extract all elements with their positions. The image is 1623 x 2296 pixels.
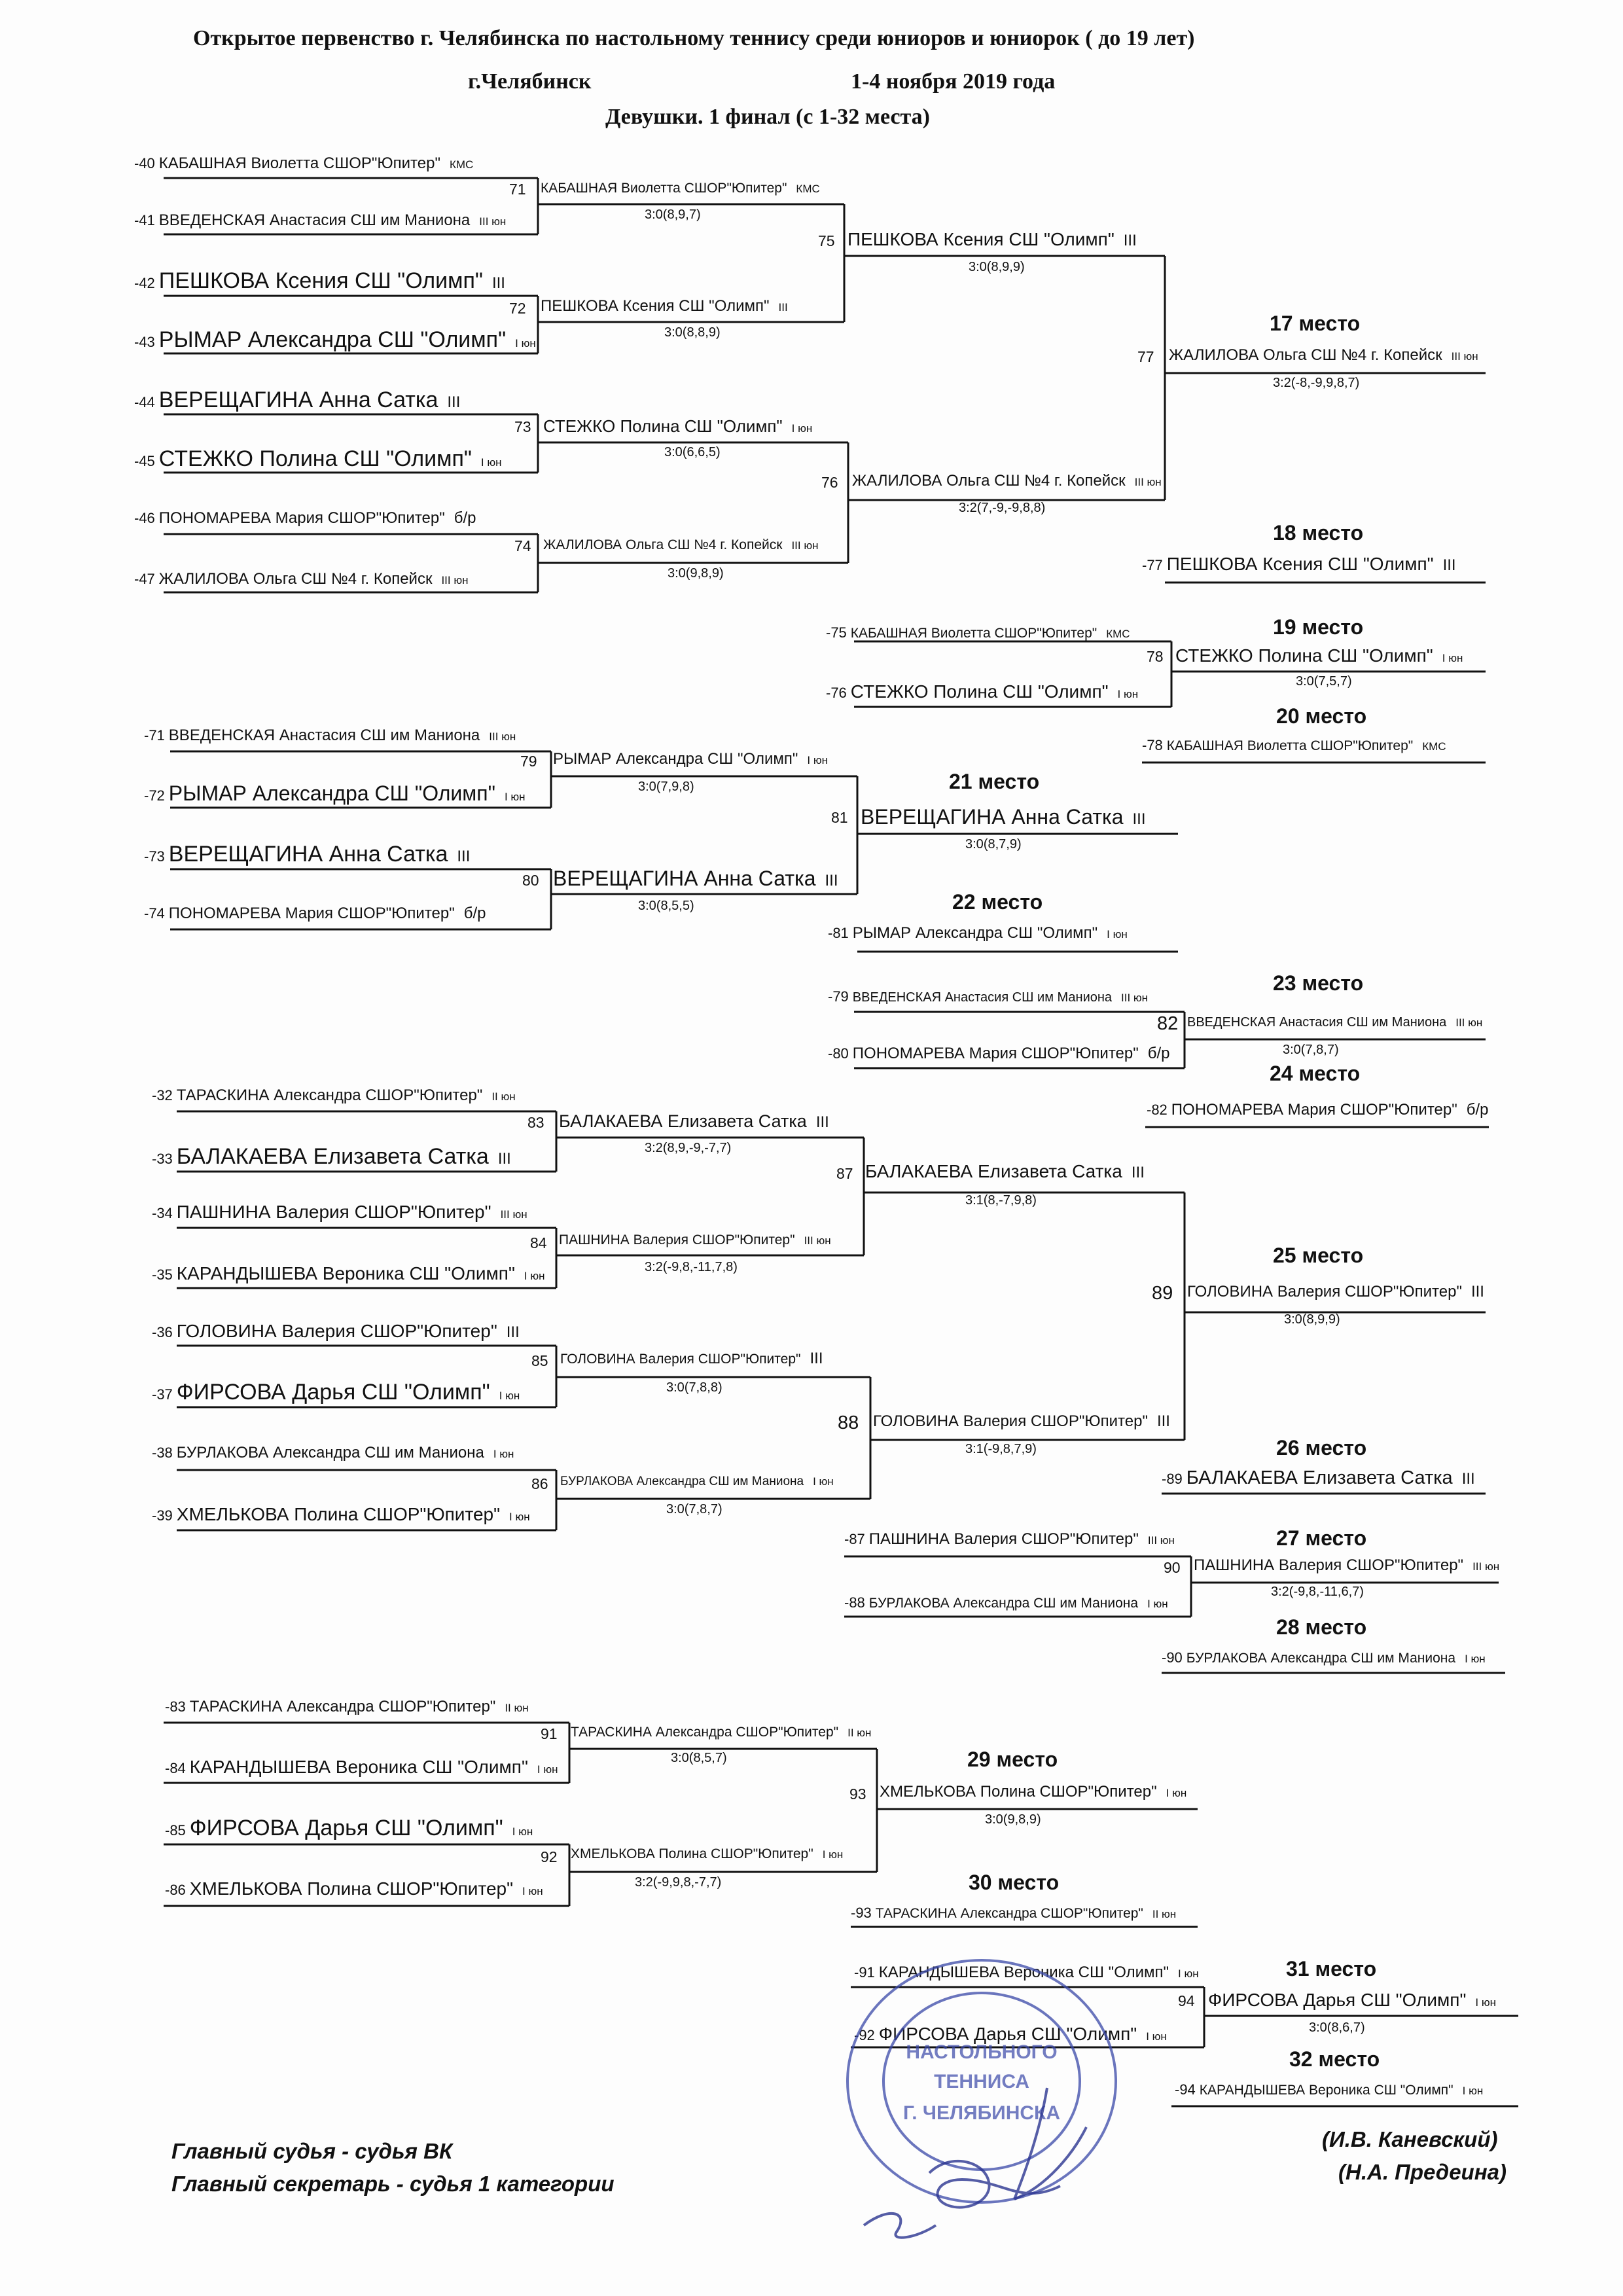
match-number: 83 xyxy=(527,1114,544,1131)
match-score: 3:0(6,6,5) xyxy=(664,445,721,459)
match-score: 3:0(7,8,7) xyxy=(1283,1043,1339,1057)
bracket-entry: -88 БУРЛАКОВА Александра СШ им Манионa I юн xyxy=(844,1594,1168,1611)
bracket-entry: -77 ПЕШКОВА Ксения СШ "Олимп" III xyxy=(1142,554,1456,574)
signature-mark xyxy=(851,2075,1126,2245)
bracket-entry: -89 БАЛАКАЕВА Елизавета Сатка III xyxy=(1162,1467,1475,1488)
match-score: 3:1(-9,8,7,9) xyxy=(965,1442,1037,1456)
match-score: 3:2(-9,8,-11,6,7) xyxy=(1271,1585,1364,1599)
bracket-entry: -90 БУРЛАКОВА Александра СШ им Манионa I юн xyxy=(1162,1649,1486,1666)
bracket-entry: -93 ТАРАСКИНА Александра СШОР"Юпитер" II юн xyxy=(851,1905,1177,1921)
match-number: 88 xyxy=(838,1412,859,1433)
bracket-entry: -92 ФИРСОВА Дарья СШ "Олимп" I юн xyxy=(854,2024,1167,2044)
match-number: 79 xyxy=(520,753,537,770)
match-score: 3:2(-9,8,-11,7,8) xyxy=(645,1260,738,1274)
bracket-entry: -32 ТАРАСКИНА Александра СШОР"Юпитер" II юн xyxy=(152,1086,516,1104)
match-number: 76 xyxy=(821,474,838,491)
bracket-entry: -39 ХМЕЛЬКОВА Полина СШОР"Юпитер" I юн xyxy=(152,1504,530,1524)
place-label: 28 место xyxy=(1276,1615,1367,1639)
bracket-entry: -36 ГОЛОВИНА Валерия СШОР"Юпитер" III xyxy=(152,1321,520,1341)
bracket-entry: -85 ФИРСОВА Дарья СШ "Олимп" I юн xyxy=(165,1816,533,1840)
bracket-entry: КАБАШНАЯ Виолетта СШОР"Юпитер" КМС xyxy=(541,181,820,196)
bracket-entry: -76 СТЕЖКО Полина СШ "Олимп" I юн xyxy=(826,681,1139,702)
bracket-entry: РЫМАР Александра СШ "Олимп" I юн xyxy=(553,750,828,768)
place-label: 23 место xyxy=(1273,971,1364,995)
match-number: 82 xyxy=(1157,1013,1179,1034)
match-score: 3:0(9,8,9) xyxy=(985,1812,1041,1827)
bracket-entry: -86 ХМЕЛЬКОВА Полина СШОР"Юпитер" I юн xyxy=(165,1878,543,1899)
place-label: 18 место xyxy=(1273,521,1364,545)
match-score: 3:0(7,8,7) xyxy=(666,1502,722,1516)
bracket-entry: -34 ПАШНИНА Валерия СШОР"Юпитер" III юн xyxy=(152,1202,527,1222)
document-dates: 1-4 ноября 2019 года xyxy=(851,69,1056,94)
bracket-entry: ВЕРЕЩАГИНА Анна Сатка III xyxy=(861,805,1146,829)
match-number: 75 xyxy=(818,232,835,249)
bracket-entry: ПАШНИНА Валерия СШОР"Юпитер" III юн xyxy=(1194,1556,1500,1574)
match-number: 84 xyxy=(530,1234,547,1251)
place-label: 22 место xyxy=(952,890,1043,914)
bracket-entry: -45 СТЕЖКО Полина СШ "Олимп" I юн xyxy=(134,446,502,471)
bracket-entry: -79 ВВЕДЕНСКАЯ Анастасия СШ им Манионa III юн xyxy=(828,988,1149,1005)
place-label: 30 место xyxy=(969,1871,1060,1894)
bracket-entry: -80 ПОНОМАРЕВА Мария СШОР"Юпитер" б/р xyxy=(828,1045,1170,1062)
match-score: 3:1(8,-7,9,8) xyxy=(965,1193,1037,1208)
match-number: 80 xyxy=(522,872,539,889)
match-score: 3:0(7,9,8) xyxy=(638,780,694,794)
match-score: 3:2(-9,9,8,-7,7) xyxy=(635,1875,722,1890)
match-score: 3:0(7,5,7) xyxy=(1296,674,1352,689)
bracket-entry: ГОЛОВИНА Валерия СШОР"Юпитер" III xyxy=(1187,1283,1484,1300)
match-score: 3:0(8,9,9) xyxy=(1284,1312,1340,1327)
place-label: 21 место xyxy=(949,770,1040,793)
bracket-entry: -81 РЫМАР Александра СШ "Олимп" I юн xyxy=(828,924,1128,942)
match-number: 73 xyxy=(514,418,531,435)
match-score: 3:0(8,9,9) xyxy=(969,260,1025,274)
bracket-entry: -87 ПАШНИНА Валерия СШОР"Юпитер" III юн xyxy=(844,1530,1175,1548)
bracket-entry: БУРЛАКОВА Александра СШ им Манионa I юн xyxy=(560,1475,834,1488)
match-number: 78 xyxy=(1147,648,1164,665)
bracket-entry: ПАШНИНА Валерия СШОР"Юпитер" III юн xyxy=(559,1232,831,1247)
match-number: 81 xyxy=(831,809,848,826)
bracket-entry: -78 КАБАШНАЯ Виолетта СШОР"Юпитер" КМС xyxy=(1142,737,1446,753)
match-score: 3:2(7,-9,-9,8,8) xyxy=(959,501,1046,515)
place-label: 20 место xyxy=(1276,704,1367,728)
match-score: 3:0(8,9,7) xyxy=(645,207,701,222)
bracket-entry: -84 КАРАНДЫШЕВА Вероника СШ "Олимп" I юн xyxy=(165,1757,558,1777)
match-number: 85 xyxy=(531,1352,548,1369)
bracket-entry: -46 ПОНОМАРЕВА Мария СШОР"Юпитер" б/р xyxy=(134,509,476,527)
svg-text:НАСТОЛЬНОГО: НАСТОЛЬНОГО xyxy=(906,2041,1058,2063)
match-score: 3:0(8,5,5) xyxy=(638,899,694,913)
match-score: 3:0(8,5,7) xyxy=(671,1751,727,1765)
match-score: 3:0(8,6,7) xyxy=(1309,2020,1365,2035)
bracket-entry: ВЕРЕЩАГИНА Анна Сатка III xyxy=(553,867,838,890)
bracket-entry: ПЕШКОВА Ксения СШ "Олимп" III xyxy=(541,297,788,315)
match-score: 3:2(-8,-9,9,8,7) xyxy=(1273,376,1360,390)
match-number: 72 xyxy=(509,300,526,317)
match-number: 87 xyxy=(836,1165,853,1182)
bracket-entry: ЖАЛИЛОВА Ольга СШ №4 г. Копейск III юн xyxy=(1169,346,1478,364)
match-score: 3:2(8,9,-9,-7,7) xyxy=(645,1141,732,1155)
place-label: 26 место xyxy=(1276,1436,1367,1460)
chief-secretary-name: (Н.А. Предеина) xyxy=(1338,2160,1507,2184)
bracket-entry: БАЛАКАЕВА Елизавета Сатка III xyxy=(559,1111,829,1131)
bracket-entry: ГОЛОВИНА Валерия СШОР"Юпитер" III xyxy=(873,1412,1170,1430)
match-number: 89 xyxy=(1152,1283,1173,1304)
match-number: 94 xyxy=(1178,1992,1195,2009)
match-number: 92 xyxy=(541,1848,558,1865)
place-label: 24 место xyxy=(1270,1062,1361,1085)
match-score: 3:0(7,8,8) xyxy=(666,1380,722,1395)
bracket-entry: -42 ПЕШКОВА Ксения СШ "Олимп" III xyxy=(134,268,505,293)
svg-text:Г. ЧЕЛЯБИНСКА: Г. ЧЕЛЯБИНСКА xyxy=(902,2102,1061,2124)
bracket-entry: -83 ТАРАСКИНА Александра СШОР"Юпитер" II юн xyxy=(165,1698,529,1715)
bracket-entry: -43 РЫМАР Александра СШ "Олимп" I юн xyxy=(134,327,536,352)
bracket-entry: СТЕЖКО Полина СШ "Олимп" I юн xyxy=(1175,645,1463,666)
chief-secretary-label: Главный секретарь - судья 1 категории xyxy=(171,2172,615,2196)
bracket-entry: -47 ЖАЛИЛОВА Ольга СШ №4 г. Копейск III юн xyxy=(134,570,469,588)
match-number: 90 xyxy=(1164,1559,1181,1576)
match-number: 86 xyxy=(531,1475,548,1492)
bracket-entry: БАЛАКАЕВА Елизавета Сатка III xyxy=(865,1161,1145,1181)
bracket-entry: ХМЕЛЬКОВА Полина СШОР"Юпитер" I юн xyxy=(571,1846,844,1861)
bracket-entry: ГОЛОВИНА Валерия СШОР"Юпитер" III xyxy=(560,1350,823,1367)
document-title: Открытое первенство г. Челябинска по настольному теннису среди юниоров и юниорок ( до 19 лет) xyxy=(193,26,1195,50)
match-number: 91 xyxy=(541,1725,558,1742)
bracket-entry: ТАРАСКИНА Александра СШОР"Юпитер" II юн xyxy=(571,1725,872,1740)
bracket-entry: -82 ПОНОМАРЕВА Мария СШОР"Юпитер" б/р xyxy=(1147,1101,1489,1119)
match-number: 71 xyxy=(509,181,526,198)
bracket-entry: -37 ФИРСОВА Дарья СШ "Олимп" I юн xyxy=(152,1380,520,1405)
place-label: 27 место xyxy=(1276,1526,1367,1550)
place-label: 19 место xyxy=(1273,615,1364,639)
bracket-entry: -74 ПОНОМАРЕВА Мария СШОР"Юпитер" б/р xyxy=(144,905,486,922)
bracket-entry: -73 ВЕРЕЩАГИНА Анна Сатка III xyxy=(144,842,471,867)
bracket-entry: -40 КАБАШНАЯ Виолетта СШОР"Юпитер" КМС xyxy=(134,154,474,172)
place-label: 31 место xyxy=(1286,1957,1377,1981)
place-label: 25 место xyxy=(1273,1244,1364,1267)
match-score: 3:0(9,8,9) xyxy=(668,566,724,581)
bracket-entry: -33 БАЛАКАЕВА Елизавета Сатка III xyxy=(152,1144,511,1169)
bracket-entry: ХМЕЛЬКОВА Полина СШОР"Юпитер" I юн xyxy=(880,1783,1187,1801)
chief-judge-name: (И.В. Каневский) xyxy=(1322,2127,1498,2151)
bracket-entry: -94 КАРАНДЫШЕВА Вероника СШ "Олимп" I юн xyxy=(1175,2081,1484,2098)
match-score: 3:0(8,8,9) xyxy=(664,325,721,340)
bracket-entry: -91 КАРАНДЫШЕВА Вероника СШ "Олимп" I юн xyxy=(854,1964,1199,1981)
place-label: 32 место xyxy=(1289,2047,1380,2071)
match-number: 74 xyxy=(514,537,531,554)
bracket-entry: ЖАЛИЛОВА Ольга СШ №4 г. Копейск III юн xyxy=(543,537,819,552)
document-subtitle: Девушки. 1 финал (с 1-32 места) xyxy=(605,105,930,129)
bracket-entry: ВВЕДЕНСКАЯ Анастасия СШ им Манионa III юн xyxy=(1187,1015,1483,1030)
bracket-entry: -71 ВВЕДЕНСКАЯ Анастасия СШ им Манионa III юн xyxy=(144,726,516,744)
bracket-entry: ФИРСОВА Дарья СШ "Олимп" I юн xyxy=(1208,1990,1496,2010)
bracket-entry: -38 БУРЛАКОВА Александра СШ им Манионa I юн xyxy=(152,1444,514,1462)
bracket-entry: -44 ВЕРЕЩАГИНА Анна Сатка III xyxy=(134,387,461,412)
match-number: 93 xyxy=(849,1785,866,1803)
chief-judge-label: Главный судья - судья ВК xyxy=(171,2139,453,2163)
bracket-entry: -41 ВВЕДЕНСКАЯ Анастасия СШ им Манионa III юн xyxy=(134,211,507,229)
place-label: 17 место xyxy=(1270,312,1361,335)
bracket-entry: СТЕЖКО Полина СШ "Олимп" I юн xyxy=(543,416,813,436)
bracket-entry: ЖАЛИЛОВА Ольга СШ №4 г. Копейск III юн xyxy=(852,472,1162,490)
bracket-entry: ПЕШКОВА Ксения СШ "Олимп" III xyxy=(847,229,1137,249)
match-score: 3:0(8,7,9) xyxy=(965,837,1022,852)
svg-text:ТЕННИСА: ТЕННИСА xyxy=(934,2071,1029,2092)
place-label: 29 место xyxy=(967,1748,1058,1771)
match-number: 77 xyxy=(1137,348,1154,365)
bracket-entry: -72 РЫМАР Александра СШ "Олимп" I юн xyxy=(144,781,526,805)
bracket-entry: -35 КАРАНДЫШЕВА Вероника СШ "Олимп" I юн xyxy=(152,1263,545,1283)
document-city: г.Челябинск xyxy=(468,69,592,94)
bracket-entry: -75 КАБАШНАЯ Виолетта СШОР"Юпитер" КМС xyxy=(826,624,1130,641)
